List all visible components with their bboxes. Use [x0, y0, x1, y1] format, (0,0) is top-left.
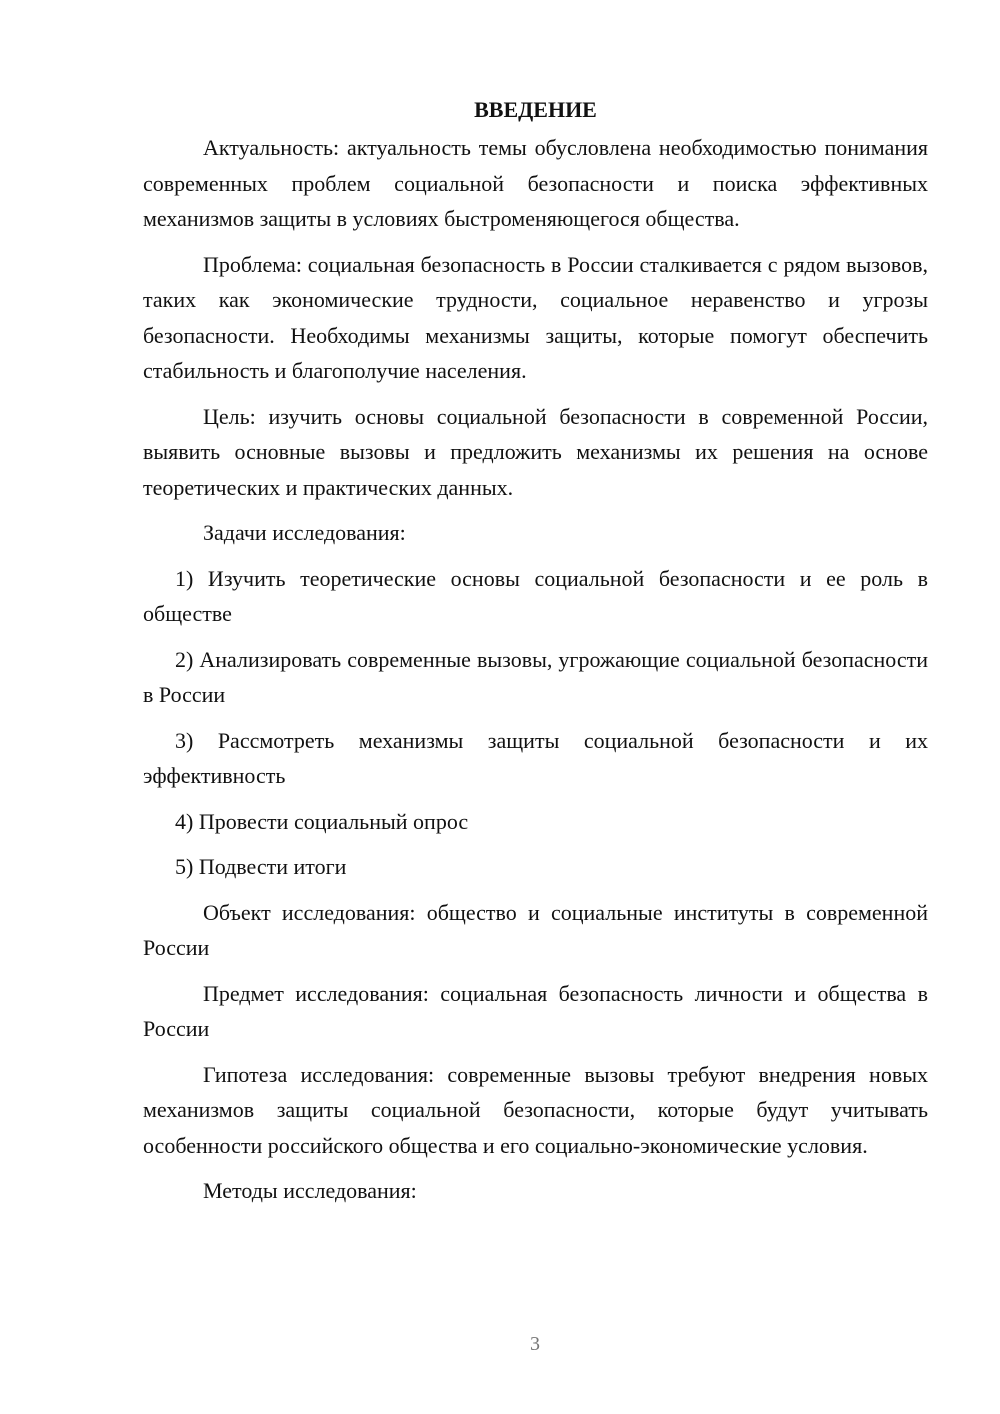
task-item-4: 4) Провести социальный опрос [175, 808, 469, 834]
paragraph-subject: Предмет исследования: социальная безопасность личности и общества в России [143, 980, 928, 1041]
document-title: ВВЕДЕНИЕ [474, 97, 597, 122]
task-item-2: 2) Анализировать современные вызовы, угрожающие социальной безопасности в России [143, 646, 928, 707]
paragraph-object: Объект исследования: общество и социальные институты в современной России [143, 899, 928, 960]
task-item-5: 5) Подвести итоги [175, 854, 347, 879]
paragraph-goal: Цель: изучить основы социальной безопасности в современной России, выявить основные вызовы и предложить механизмы их решения на основе теоретических и практических данных. [143, 403, 928, 500]
page-number: 3 [530, 1333, 540, 1355]
task-item-3: 3) Рассмотреть механизмы защиты социальной безопасности и их эффективность [143, 727, 928, 788]
document-page [143, 92, 928, 1219]
paragraph-methods: Методы исследования: [203, 1178, 417, 1203]
paragraph-problem: Проблема: социальная безопасность в России сталкивается с рядом вызовов, таких как экономические трудности, социальное неравенство и угрозы безопасности. Необходимы механизмы защиты, которые помогут обеспечить стабильность и благополучие населения. [143, 251, 928, 383]
paragraph-tasks-heading: Задачи исследования: [203, 520, 406, 545]
task-item-1: 1) Изучить теоретические основы социальной безопасности и ее роль в обществе [143, 565, 928, 626]
paragraph-hypothesis: Гипотеза исследования: современные вызовы требуют внедрения новых механизмов защиты социальной безопасности, которые будут учитывать особенности российского общества и его социально-экономические условия. [143, 1061, 928, 1158]
paragraph-relevance: Актуальность: актуальность темы обусловлена необходимостью понимания современных проблем социальной безопасности и поиска эффективных механизмов защиты в условиях быстроменяющегося общества. [143, 135, 928, 231]
